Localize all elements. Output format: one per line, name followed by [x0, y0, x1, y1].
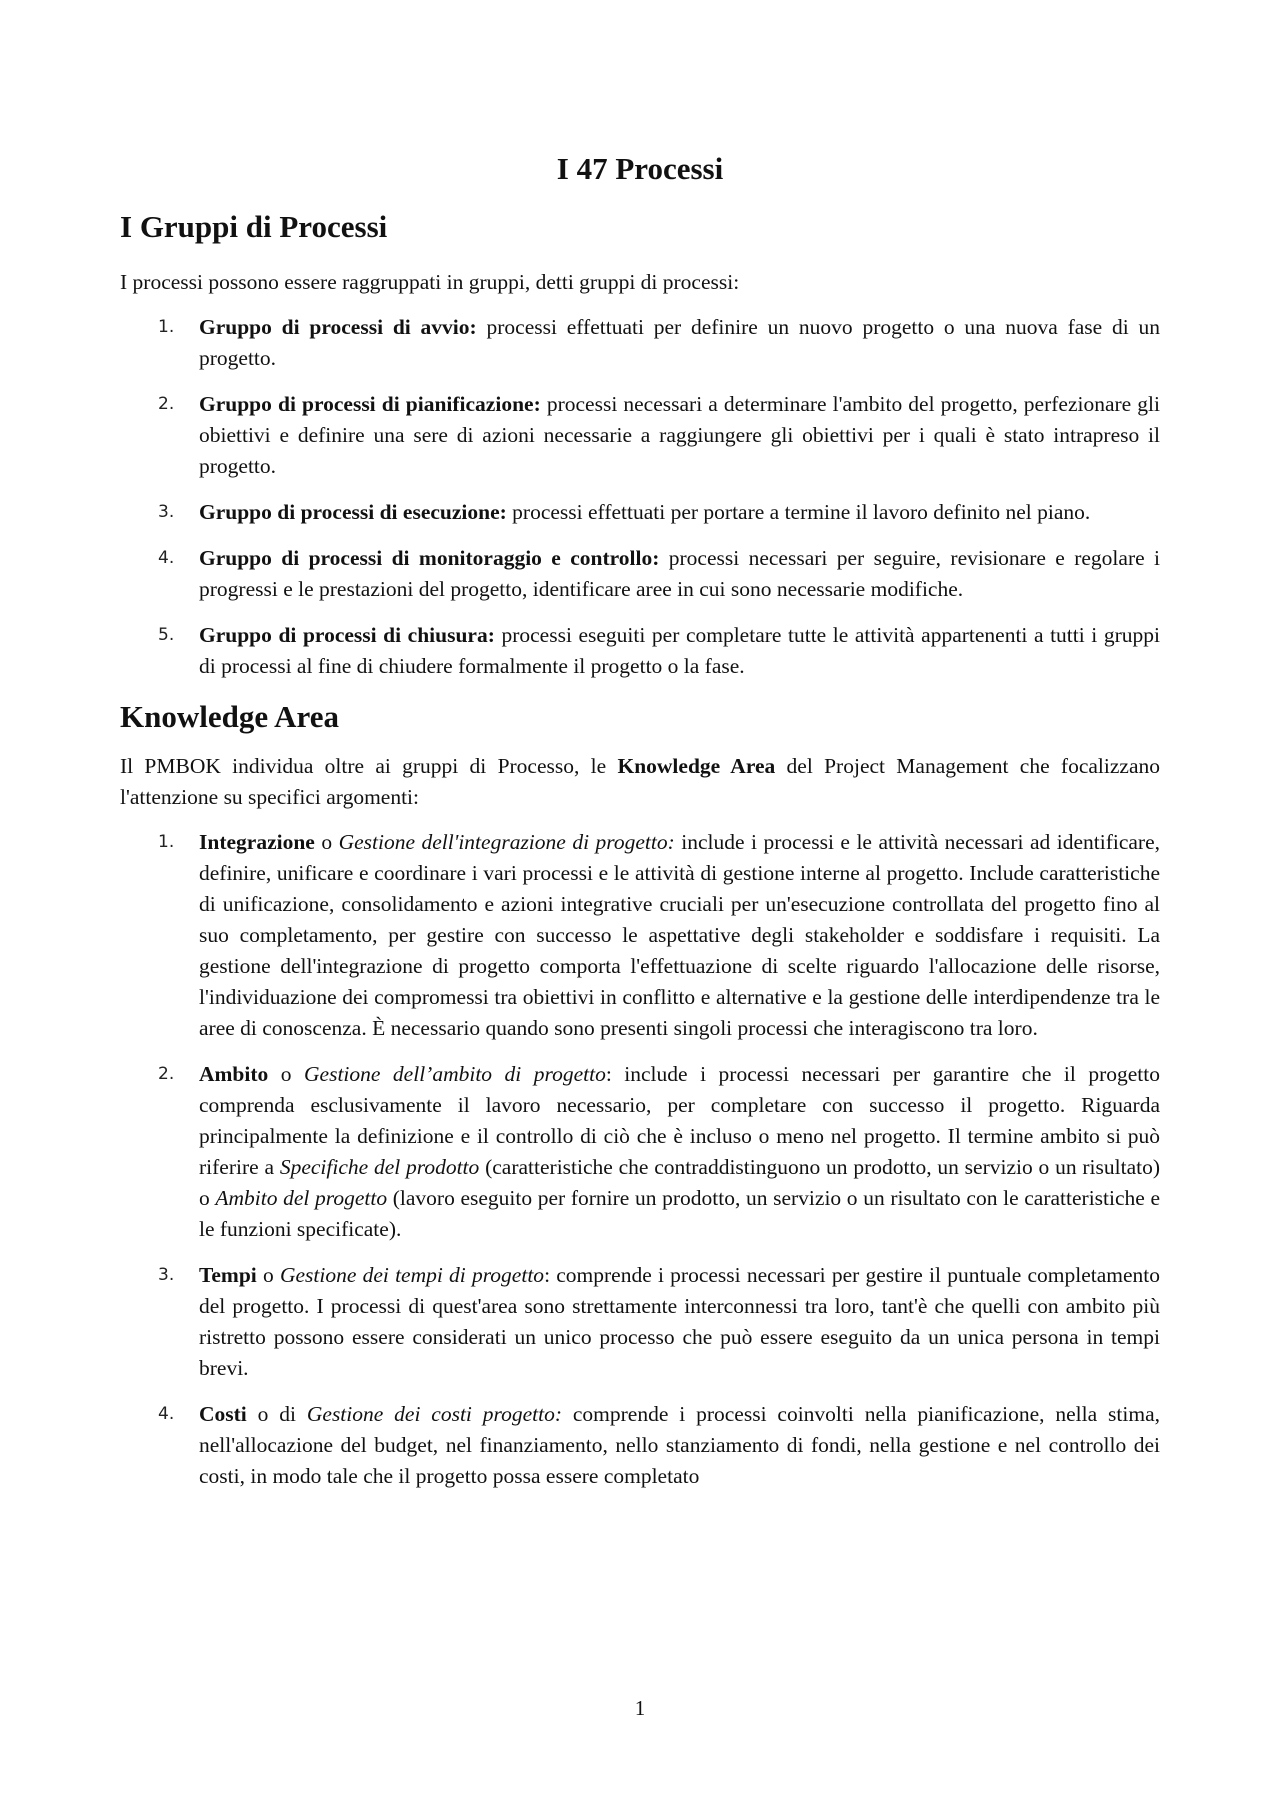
- section-heading-knowledge-area: Knowledge Area: [120, 699, 339, 735]
- list-number: 5.: [158, 625, 175, 646]
- section-intro-gruppi: I processi possono essere raggruppati in gruppi, detti gruppi di processi:: [120, 270, 740, 295]
- list-item-connector: o di: [246, 1402, 307, 1427]
- list-item-italic: Gestione dei costi progetto:: [306, 1402, 562, 1427]
- list-item-text: include i processi e le attività necessari ad identificare, definire, unificare e coordinare i vari processi e le attività di gestione interne al progetto. Include caratteristiche di unificazione, consolidamento e azioni integrative cruciali per un'esecuzione controllata del progetto fino al suo completamento, per gestire con successo le aspettative degli stakeholder e soddisfare i requisiti. La gestione dell'integrazione di progetto comporta l'effettuazione di scelte riguardo l'allocazione delle risorse, l'individuazione dei compromessi tra obiettivi in conflitto e alternative e la gestione delle interdipendenze tra le aree di conoscenza. È necessario quando sono presenti singoli processi che interagiscono tra loro.: [199, 830, 1160, 1041]
- list-item-term: Gruppo di processi di avvio:: [199, 315, 477, 340]
- list-number: 2.: [158, 1064, 175, 1085]
- list-item-text: processi eseguiti per completare tutte le attività appartenenti a tutti i gruppi di processi al fine di chiudere formalmente il progetto o la fase.: [199, 623, 1160, 679]
- list-number: 1.: [158, 317, 175, 338]
- list-item-text: : comprende i processi necessari per gestire il puntuale completamento del progetto. I processi di quest'area sono strettamente interconnessi tra loro, tant'è che quelli con ambito più ristretto possono essere considerati un unico processo che può essere eseguito da un unica persona in tempi brevi.: [199, 1263, 1160, 1381]
- list-item-term: Costi: [199, 1402, 247, 1427]
- list-item: [120, 827, 1160, 1044]
- list-item-term: Tempi: [199, 1263, 257, 1288]
- list-item-term: Integrazione: [199, 830, 315, 855]
- list-item-text: comprende i processi coinvolti nella pianificazione, nella stima, nell'allocazione del budget, nel finanziamento, nello stanziamento di fondi, nella gestione e nel controllo dei costi, in modo tale che il progetto possa essere completato: [199, 1402, 1160, 1489]
- list-item-connector: o: [256, 1263, 280, 1288]
- list-item-connector: o: [314, 830, 339, 855]
- intro-text-before: Il PMBOK individua oltre ai gruppi di Processo, le: [120, 754, 618, 779]
- list-item-text: (caratteristiche che contraddistinguono un prodotto, un servizio o un risultato) o: [199, 1155, 1160, 1211]
- intro-bold-term: Knowledge Area: [617, 754, 776, 779]
- list-item: [120, 543, 1160, 605]
- page-number: 1: [634, 1696, 646, 1720]
- list-item-term: Gruppo di processi di esecuzione:: [199, 500, 507, 525]
- section-heading-gruppi: I Gruppi di Processi: [120, 209, 388, 244]
- list-item-term: Gruppo di processi di pianificazione:: [199, 392, 541, 417]
- page-title: I 47 Processi: [556, 151, 724, 186]
- list-item-italic: Gestione dell’ambito di progetto: [304, 1062, 606, 1087]
- list-item: [120, 620, 1160, 682]
- intro-text-after: del Project Management che focalizzano l'attenzione su specifici argomenti:: [120, 754, 1160, 810]
- list-item: [120, 497, 1160, 528]
- list-item: [120, 389, 1160, 482]
- list-number: 1.: [158, 832, 175, 853]
- list-item-term: Gruppo di processi di monitoraggio e controllo:: [199, 546, 660, 571]
- list-item-term: Gruppo di processi di chiusura:: [199, 623, 495, 648]
- section-intro-knowledge-area: [120, 751, 1160, 813]
- list-item-italic: Specifiche del prodotto: [279, 1155, 480, 1180]
- list-item-italic: Gestione dei tempi di progetto: [279, 1263, 545, 1288]
- document-body: [120, 208, 1160, 1507]
- process-groups-list: [120, 312, 1160, 682]
- list-item-text: processi effettuati per definire un nuovo progetto o una nuova fase di un progetto.: [199, 315, 1160, 371]
- list-item-italic: Ambito del progetto: [215, 1186, 388, 1211]
- list-number: 2.: [158, 394, 175, 415]
- list-item-connector: o: [268, 1062, 305, 1087]
- list-item: [120, 1059, 1160, 1245]
- list-number: 4.: [158, 548, 175, 569]
- list-item: [120, 1399, 1160, 1492]
- knowledge-areas-list: [120, 827, 1160, 1492]
- list-item-text: processi necessari per seguire, revisionare e regolare i progressi e le prestazioni del progetto, identificare aree in cui sono necessarie modifiche.: [199, 546, 1160, 602]
- list-item-term: Ambito: [199, 1062, 269, 1087]
- list-number: 3.: [158, 1265, 175, 1286]
- list-number: 3.: [158, 502, 175, 523]
- list-item-text: (lavoro eseguito per fornire un prodotto, un servizio o un risultato con le caratteristiche e le funzioni specificate).: [199, 1186, 1161, 1242]
- list-item: [120, 1260, 1160, 1384]
- list-item: [120, 312, 1160, 374]
- list-item-text: processi necessari a determinare l'ambito del progetto, perfezionare gli obiettivi e definire una sere di azioni necessarie a raggiungere gli obiettivi per i quali è stato intrapreso il progetto.: [199, 392, 1160, 479]
- list-item-text: processi effettuati per portare a termine il lavoro definito nel piano.: [506, 500, 1091, 525]
- list-item-text: : include i processi necessari per garantire che il progetto comprenda esclusivamente il lavoro necessario, per completare con successo il progetto. Riguarda principalmente la definizione e il controllo di ciò che è incluso o meno nel progetto. Il termine ambito si può riferire a: [199, 1062, 1160, 1180]
- list-item-italic: Gestione dell'integrazione di progetto:: [338, 830, 675, 855]
- list-number: 4.: [158, 1404, 175, 1425]
